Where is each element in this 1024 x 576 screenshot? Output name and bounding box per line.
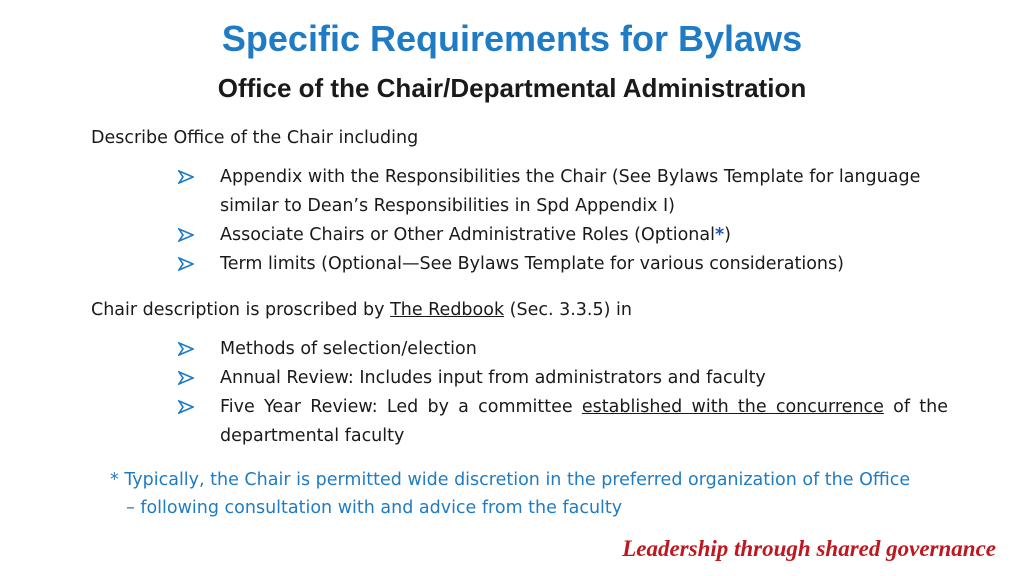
arrow-bullet-icon bbox=[178, 393, 198, 422]
bullet-text: Five Year Review: Led by a committee bbox=[220, 397, 582, 417]
underlined-text: established with the concurrence bbox=[581, 397, 884, 417]
footnote-line2: – following consultation with and advice from the faculty bbox=[126, 498, 623, 518]
arrow-bullet-icon bbox=[178, 221, 198, 250]
arrow-bullet-icon bbox=[178, 163, 198, 192]
bullet-text: Term limits (Optional—See Bylaws Template for various considerations) bbox=[220, 254, 844, 274]
bullet-text-end: ) bbox=[724, 225, 731, 245]
bullet-text-end: of the departmental faculty bbox=[220, 397, 948, 446]
footnote-line1: * Typically, the Chair is permitted wide discretion in the preferred organization of the Office bbox=[110, 470, 911, 490]
bullet-text: Annual Review: Includes input from administrators and faculty bbox=[220, 368, 766, 388]
intro-text-end: (Sec. 3.3.5) in bbox=[504, 300, 632, 320]
footnote bbox=[110, 466, 960, 522]
slide-title: Specific Requirements for Bylaws bbox=[221, 18, 803, 59]
section2-intro bbox=[91, 300, 632, 320]
redbook-link[interactable]: The Redbook bbox=[390, 300, 505, 320]
list-item bbox=[178, 163, 948, 221]
list-item bbox=[178, 221, 948, 250]
bullet-text: Methods of selection/election bbox=[220, 339, 477, 359]
section1-bullet-list bbox=[178, 163, 948, 279]
list-item bbox=[178, 364, 948, 393]
slide-subtitle: Office of the Chair/Departmental Administration bbox=[217, 73, 807, 103]
section2-bullet-list bbox=[178, 335, 948, 451]
list-item bbox=[178, 335, 948, 364]
list-item bbox=[178, 393, 948, 451]
section1-intro: Describe Office of the Chair including bbox=[91, 128, 419, 148]
arrow-bullet-icon bbox=[178, 335, 198, 364]
arrow-bullet-icon bbox=[178, 250, 198, 279]
list-item bbox=[178, 250, 948, 279]
footnote-star: * bbox=[714, 225, 725, 245]
intro-text: Chair description is proscribed by bbox=[91, 300, 391, 320]
bullet-text: Appendix with the Responsibilities the Chair (See Bylaws Template for language similar to Dean’s Responsibilities in Spd Appendix I) bbox=[220, 167, 921, 216]
footer-tagline: Leadership through shared governance bbox=[622, 536, 996, 561]
bullet-text: Associate Chairs or Other Administrative Roles (Optional bbox=[220, 225, 715, 245]
arrow-bullet-icon bbox=[178, 364, 198, 393]
